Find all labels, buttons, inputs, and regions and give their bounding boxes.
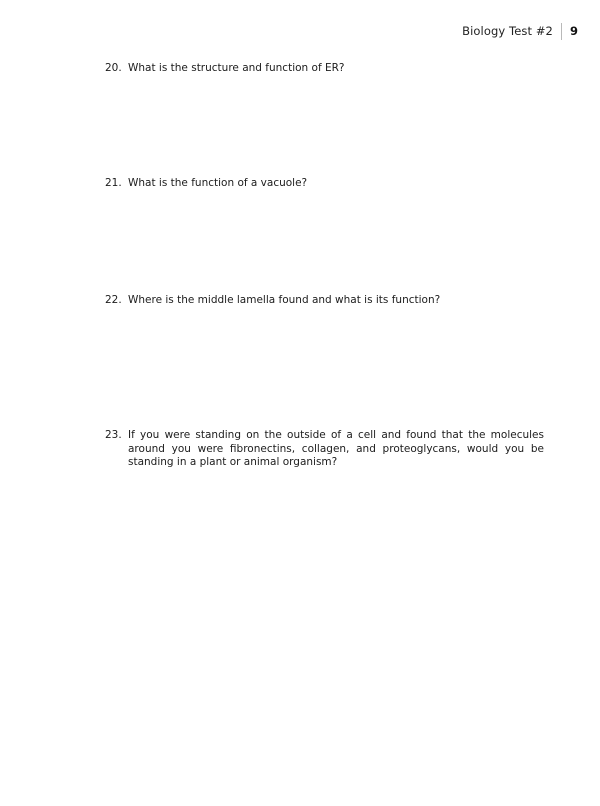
- document-title: Biology Test #2: [462, 24, 553, 38]
- question-number: 22.: [105, 294, 122, 306]
- question-22: [105, 294, 440, 308]
- question-21: [105, 177, 307, 191]
- header-separator: [561, 23, 562, 40]
- question-text: What is the structure and function of ER?: [128, 62, 345, 74]
- question-number: 20.: [105, 62, 122, 74]
- page-number: 9: [569, 24, 578, 38]
- question-number: 21.: [105, 177, 122, 189]
- question-text: What is the function of a vacuole?: [128, 177, 308, 189]
- question-20: [105, 62, 345, 76]
- page-header: [462, 22, 578, 40]
- question-text: If you were standing on the outside of a cell and found that the molecules around you were fibronectins, collagen, and proteoglycans, would you be standing in a plant or animal organism?: [128, 429, 544, 468]
- question-number: 23.: [105, 429, 122, 441]
- question-23: [105, 429, 544, 470]
- question-text: Where is the middle lamella found and what is its function?: [128, 294, 441, 306]
